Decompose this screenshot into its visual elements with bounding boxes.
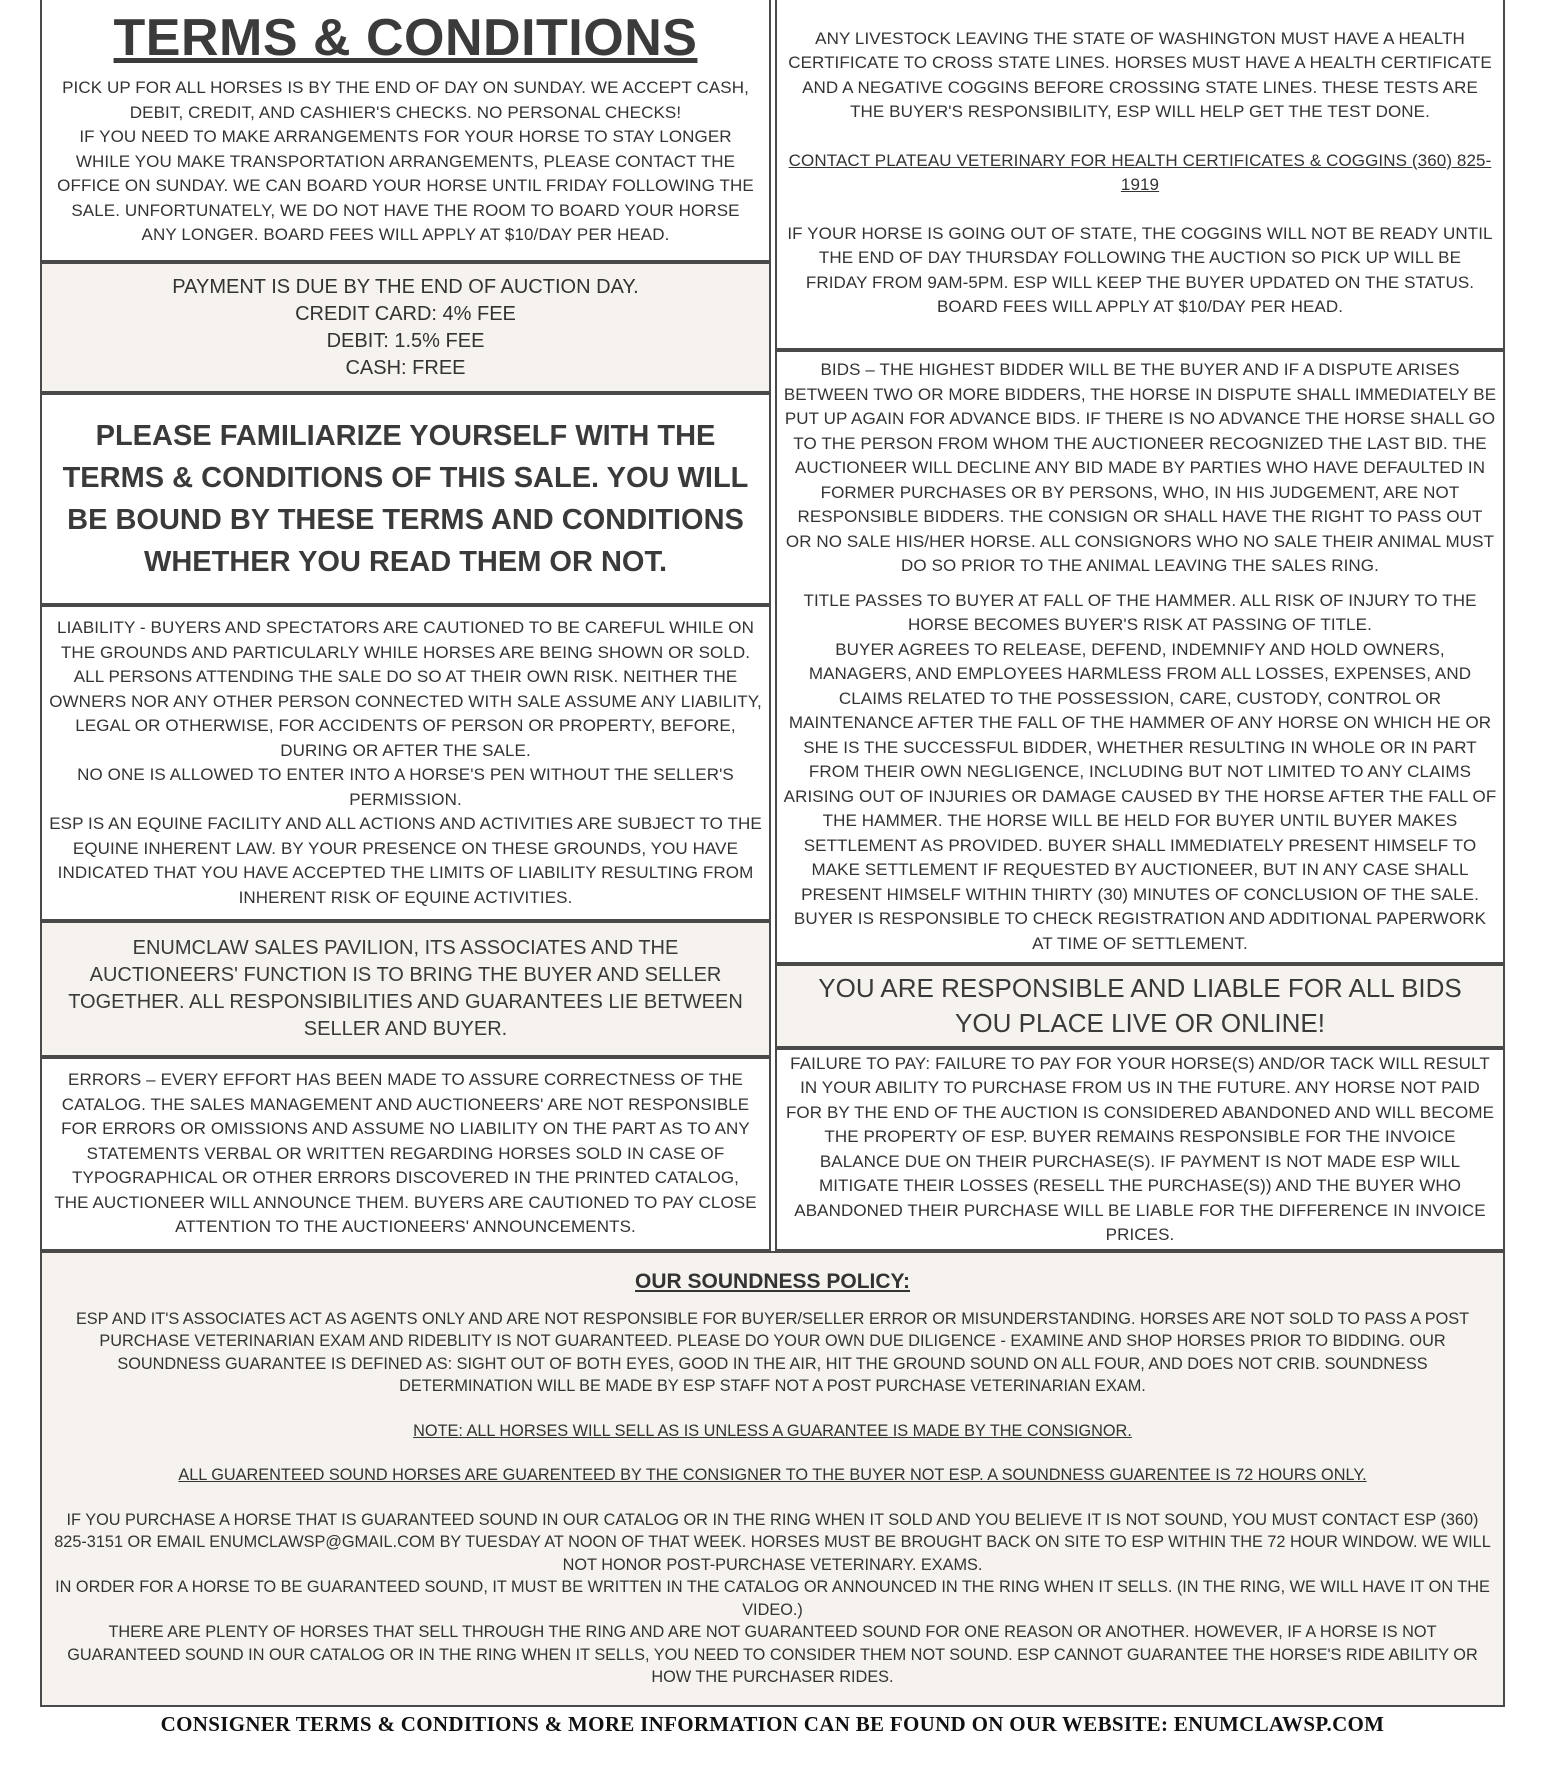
livestock-section [775,0,1505,350]
equine-law-text: ESP IS AN EQUINE FACILITY AND ALL ACTIONS AND ACTIVITIES ARE SUBJECT TO THE EQUINE INHERENT LAW. BY YOUR PRESENCE ON THESE GROUNDS, YOU HAVE INDICATED THAT YOU HAVE ACCEPTED THE LIMITS OF LIABILITY RESULTING FROM INHERENT RISK OF EQUINE ACTIVITIES. [49,814,762,907]
soundness-intro: ESP AND IT'S ASSOCIATES ACT AS AGENTS ONLY AND ARE NOT RESPONSIBLE FOR BUYER/SELLER ERROR OR MISUNDERSTANDING. HORSES ARE NOT SOLD TO PASS A POST PURCHASE VETERINARIAN EXAM AND RIDEBLITY IS NOT GUARANTEED. PLEASE DO YOUR OWN DUE DILIGENCE - EXAMINE AND SHOP HORSES PRIOR TO BIDDING. OUR SOUNDNESS GUARANTEE IS DEFINED AS: SIGHT OUT OF BOTH EYES, GOOD IN THE AIR, HIT THE GROUND SOUND ON ALL FOUR, AND DOES NOT CRIB. SOUNDNESS DETERMINATION WILL BE MADE BY ESP STAFF NOT A POST PURCHASE VETERINARIAN EXAM. [75,1309,1470,1395]
footer-website-note: CONSIGNER TERMS & CONDITIONS & MORE INFORMATION CAN BE FOUND ON OUR WEBSITE: ENUMCLAWSP.COM [160,1712,1385,1736]
payment-heading: PAYMENT IS DUE BY THE END OF AUCTION DAY. [172,275,639,298]
failure-text: FAILURE TO PAY: FAILURE TO PAY FOR YOUR HORSE(S) AND/OR TACK WILL RESULT IN YOUR ABILITY TO PURCHASE FROM US IN THE FUTURE. ANY HORSE NOT PAID FOR BY THE END OF THE AUCTION IS CONSIDERED ABANDONED AND WILL BECOME THE PROPERTY OF ESP. BUYER REMAINS RESPONSIBLE FOR THE INVOICE BALANCE DUE ON THEIR PURCHASE(S). IF PAYMENT IS NOT MADE ESP WILL MITIGATE THEIR LOSSES (RESELL THE PURCHASE(S)) AND THE BUYER WHO ABANDONED THEIR PURCHASE WILL BE LIABLE FOR THE DIFFERENCE IN INVOICE PRICES. [785,1053,1495,1244]
soundness-plenty: THERE ARE PLENTY OF HORSES THAT SELL THROUGH THE RING AND ARE NOT GUARANTEED SOUND FOR ONE REASON OR ANOTHER. HOWEVER, IF A HORSE IS NOT GUARANTEED SOUND IN OUR CATALOG OR IN THE RING WHEN IT SELLS, YOU NEED TO CONSIDER THEM NOT SOUND. ESP CANNOT GUARANTEE THE HORSE'S RIDE ABILITY OR HOW THE PURCHASER RIDES. [67,1623,1478,1686]
pen-text: NO ONE IS ALLOWED TO ENTER INTO A HORSE'S PEN WITHOUT THE SELLER'S PERMISSION. [77,765,734,809]
liable-section [775,964,1505,1048]
health-certificate-text: ANY LIVESTOCK LEAVING THE STATE OF WASHINGTON MUST HAVE A HEALTH CERTIFICATE TO CROSS STATE LINES. HORSES MUST HAVE A HEALTH CERTIFICATE AND A NEGATIVE COGGINS BEFORE CROSSING STATE LINES. THESE TESTS ARE THE BUYER'S RESPONSIBILITY, ESP WILL HELP GET THE TEST DONE. [788,28,1492,121]
liability-section [40,605,771,921]
liability-text: LIABILITY - BUYERS AND SPECTATORS ARE CAUTIONED TO BE CAREFUL WHILE ON THE GROUNDS AND PARTICULARLY WHILE HORSES ARE BEING SHOWN OR SOLD. ALL PERSONS ATTENDING THE SALE DO SO AT THEIR OWN RISK. NEITHER THE OWNERS NOR ANY OTHER PERSON CONNECTED WITH SALE ASSUME ANY LIABILITY, LEGAL OR OTHERWISE, FOR ACCIDENTS OF PERSON OR PROPERTY, BEFORE, DURING OR AFTER THE SALE. [49,618,762,760]
bids-section [775,350,1505,964]
pickup-text: PICK UP FOR ALL HORSES IS BY THE END OF DAY ON SUNDAY. WE ACCEPT CASH, DEBIT, CREDIT, AND CASHIER'S CHECKS. NO PERSONAL CHECKS! [62,78,749,122]
familiarize-text: PLEASE FAMILIARIZE YOURSELF WITH THE TERMS & CONDITIONS OF THIS SALE. YOU WILL BE BOUND BY THESE TERMS AND CONDITIONS WHETHER YOU READ THEM OR NOT. [62,420,749,578]
failure-section [775,1048,1505,1251]
page-title: TERMS & CONDITIONS [113,9,698,68]
soundness-purchase: IF YOU PURCHASE A HORSE THAT IS GUARANTEED SOUND IN OUR CATALOG OR IN THE RING WHEN IT SOLD AND YOU BELIEVE IT IS NOT SOUND, YOU MUST CONTACT ESP (360) 825-3151 OR EMAIL ENUMCLAWSP@GMAIL.COM BY TUESDAY AT NOON OF THAT WEEK. HORSES MUST BE BROUGHT BACK ON SITE TO ESP WITHIN THE 72 HOUR WINDOW. WE WILL NOT HONOR POST-PURCHASE VETERINARY. EXAMS. [54,1510,1491,1574]
enumclaw-section [40,921,771,1057]
errors-text: ERRORS – EVERY EFFORT HAS BEEN MADE TO ASSURE CORRECTNESS OF THE CATALOG. THE SALES MANAGEMENT AND AUCTIONEERS' ARE NOT RESPONSIBLE FOR ERRORS OR OMISSIONS AND ASSUME NO LIABILITY ON THE PART AS TO ANY STATEMENTS VERBAL OR WRITTEN REGARDING HORSES SOLD IN CASE OF TYPOGRAPHICAL OR OTHER ERRORS DISCOVERED IN THE PRINTED CATALOG, THE AUCTIONEER WILL ANNOUNCE THEM. BUYERS ARE CAUTIONED TO PAY CLOSE ATTENTION TO THE AUCTIONEERS' ANNOUNCEMENTS. [54,1070,757,1237]
release-text: BUYER AGREES TO RELEASE, DEFEND, INDEMNIFY AND HOLD OWNERS, MANAGERS, AND EMPLOYEES HARMLESS FROM ALL LOSSES, EXPENSES, AND CLAIMS RELATED TO THE POSSESSION, CARE, CUSTODY, CONTROL OR MAINTENANCE AFTER THE FALL OF THE HAMMER OF ANY HORSE ON WHICH HE OR SHE IS THE SUCCESSFUL BIDDER, WHETHER RESULTING IN WHOLE OR IN PART FROM THEIR OWN NEGLIGENCE, INCLUDING BUT NOT LIMITED TO ANY CLAIMS ARISING OUT OF INJURIES OR DAMAGE CAUSED BY THE HORSE AFTER THE FALL OF THE HAMMER. THE HORSE WILL BE HELD FOR BUYER UNTIL BUYER MAKES SETTLEMENT AS PROVIDED. BUYER SHALL IMMEDIATELY PRESENT HIMSELF TO MAKE SETTLEMENT IF REQUESTED BY AUCTIONEER, BUT IN ANY CASE SHALL PRESENT HIMSELF WITHIN THIRTY (30) MINUTES OF CONCLUSION OF THE SALE. BUYER IS RESPONSIBLE TO CHECK REGISTRATION AND ADDITIONAL PAPERWORK AT TIME OF SETTLEMENT. [783,639,1497,953]
bids-text: BIDS – THE HIGHEST BIDDER WILL BE THE BUYER AND IF A DISPUTE ARISES BETWEEN TWO OR MORE BIDDERS, THE HORSE IN DISPUTE SHALL IMMEDIATELY BE PUT UP AGAIN FOR ADVANCE BIDS. IF THERE IS NO ADVANCE THE HORSE SHALL GO TO THE PERSON FROM WHOM THE AUCTIONEER RECOGNIZED THE LAST BID. THE AUCTIONEER WILL DECLINE ANY BID MADE BY PARTIES WHO HAVE DEFAULTED IN FORMER PURCHASES OR BY PERSONS, WHO, IN HIS JUDGEMENT, ARE NOT RESPONSIBLE BIDDERS. THE CONSIGN OR SHALL HAVE THE RIGHT TO PASS OUT OR NO SALE HIS/HER HORSE. ALL CONSIGNORS WHO NO SALE THEIR ANIMAL MUST DO SO PRIOR TO THE ANIMAL LEAVING THE SALES RING. [783,360,1497,575]
soundness-guaranteed: ALL GUARENTEED SOUND HORSES ARE GUARENTEED BY THE CONSIGNER TO THE BUYER NOT ESP. A SOUNDNESS GUARENTEE IS 72 HOURS ONLY. [178,1466,1367,1484]
payment-debit: DEBIT: 1.5% FEE [326,329,485,352]
liable-text: YOU ARE RESPONSIBLE AND LIABLE FOR ALL BIDS YOU PLACE LIVE OR ONLINE! [818,973,1462,1038]
familiarize-section [40,393,771,605]
plateau-contact-text: CONTACT PLATEAU VETERINARY FOR HEALTH CERTIFICATES & COGGINS (360) 825-1919 [788,150,1492,194]
errors-section [40,1057,771,1251]
soundness-note: NOTE: ALL HORSES WILL SELL AS IS UNLESS A GUARANTEE IS MADE BY THE CONSIGNOR. [413,1421,1132,1440]
pickup-section [40,0,771,262]
soundness-order: IN ORDER FOR A HORSE TO BE GUARANTEED SOUND, IT MUST BE WRITTEN IN THE CATALOG OR ANNOUNCED IN THE RING WHEN IT SELLS. (IN THE RING, WE WILL HAVE IT ON THE VIDEO.) [55,1578,1490,1619]
boarding-text: IF YOU NEED TO MAKE ARRANGEMENTS FOR YOUR HORSE TO STAY LONGER WHILE YOU MAKE TRANSPORTATION ARRANGEMENTS, PLEASE CONTACT THE OFFICE ON SUNDAY. WE CAN BOARD YOUR HORSE UNTIL FRIDAY FOLLOWING THE SALE. UNFORTUNATELY, WE DO NOT HAVE THE ROOM TO BOARD YOUR HORSE ANY LONGER. BOARD FEES WILL APPLY AT $10/DAY PER HEAD. [57,127,754,245]
soundness-heading: OUR SOUNDNESS POLICY: [635,1269,910,1293]
enumclaw-text: ENUMCLAW SALES PAVILION, ITS ASSOCIATES AND THE AUCTIONEERS' FUNCTION IS TO BRING THE BUYER AND SELLER TOGETHER. ALL RESPONSIBILITIES AND GUARANTEES LIE BETWEEN SELLER AND BUYER. [68,937,743,1040]
payment-section [40,262,771,393]
coggins-text: IF YOUR HORSE IS GOING OUT OF STATE, THE COGGINS WILL NOT BE READY UNTIL THE END OF DAY THURSDAY FOLLOWING THE AUCTION SO PICK UP WILL BE FRIDAY FROM 9AM-5PM. ESP WILL KEEP THE BUYER UPDATED ON THE STATUS. BOARD FEES WILL APPLY AT $10/DAY PER HEAD. [787,223,1493,316]
title-passes-text: TITLE PASSES TO BUYER AT FALL OF THE HAMMER. ALL RISK OF INJURY TO THE HORSE BECOMES BUYER'S RISK AT PASSING OF TITLE. [803,590,1477,634]
payment-cash: CASH: FREE [345,356,466,379]
payment-credit: CREDIT CARD: 4% FEE [295,302,516,325]
soundness-section [40,1251,1505,1707]
